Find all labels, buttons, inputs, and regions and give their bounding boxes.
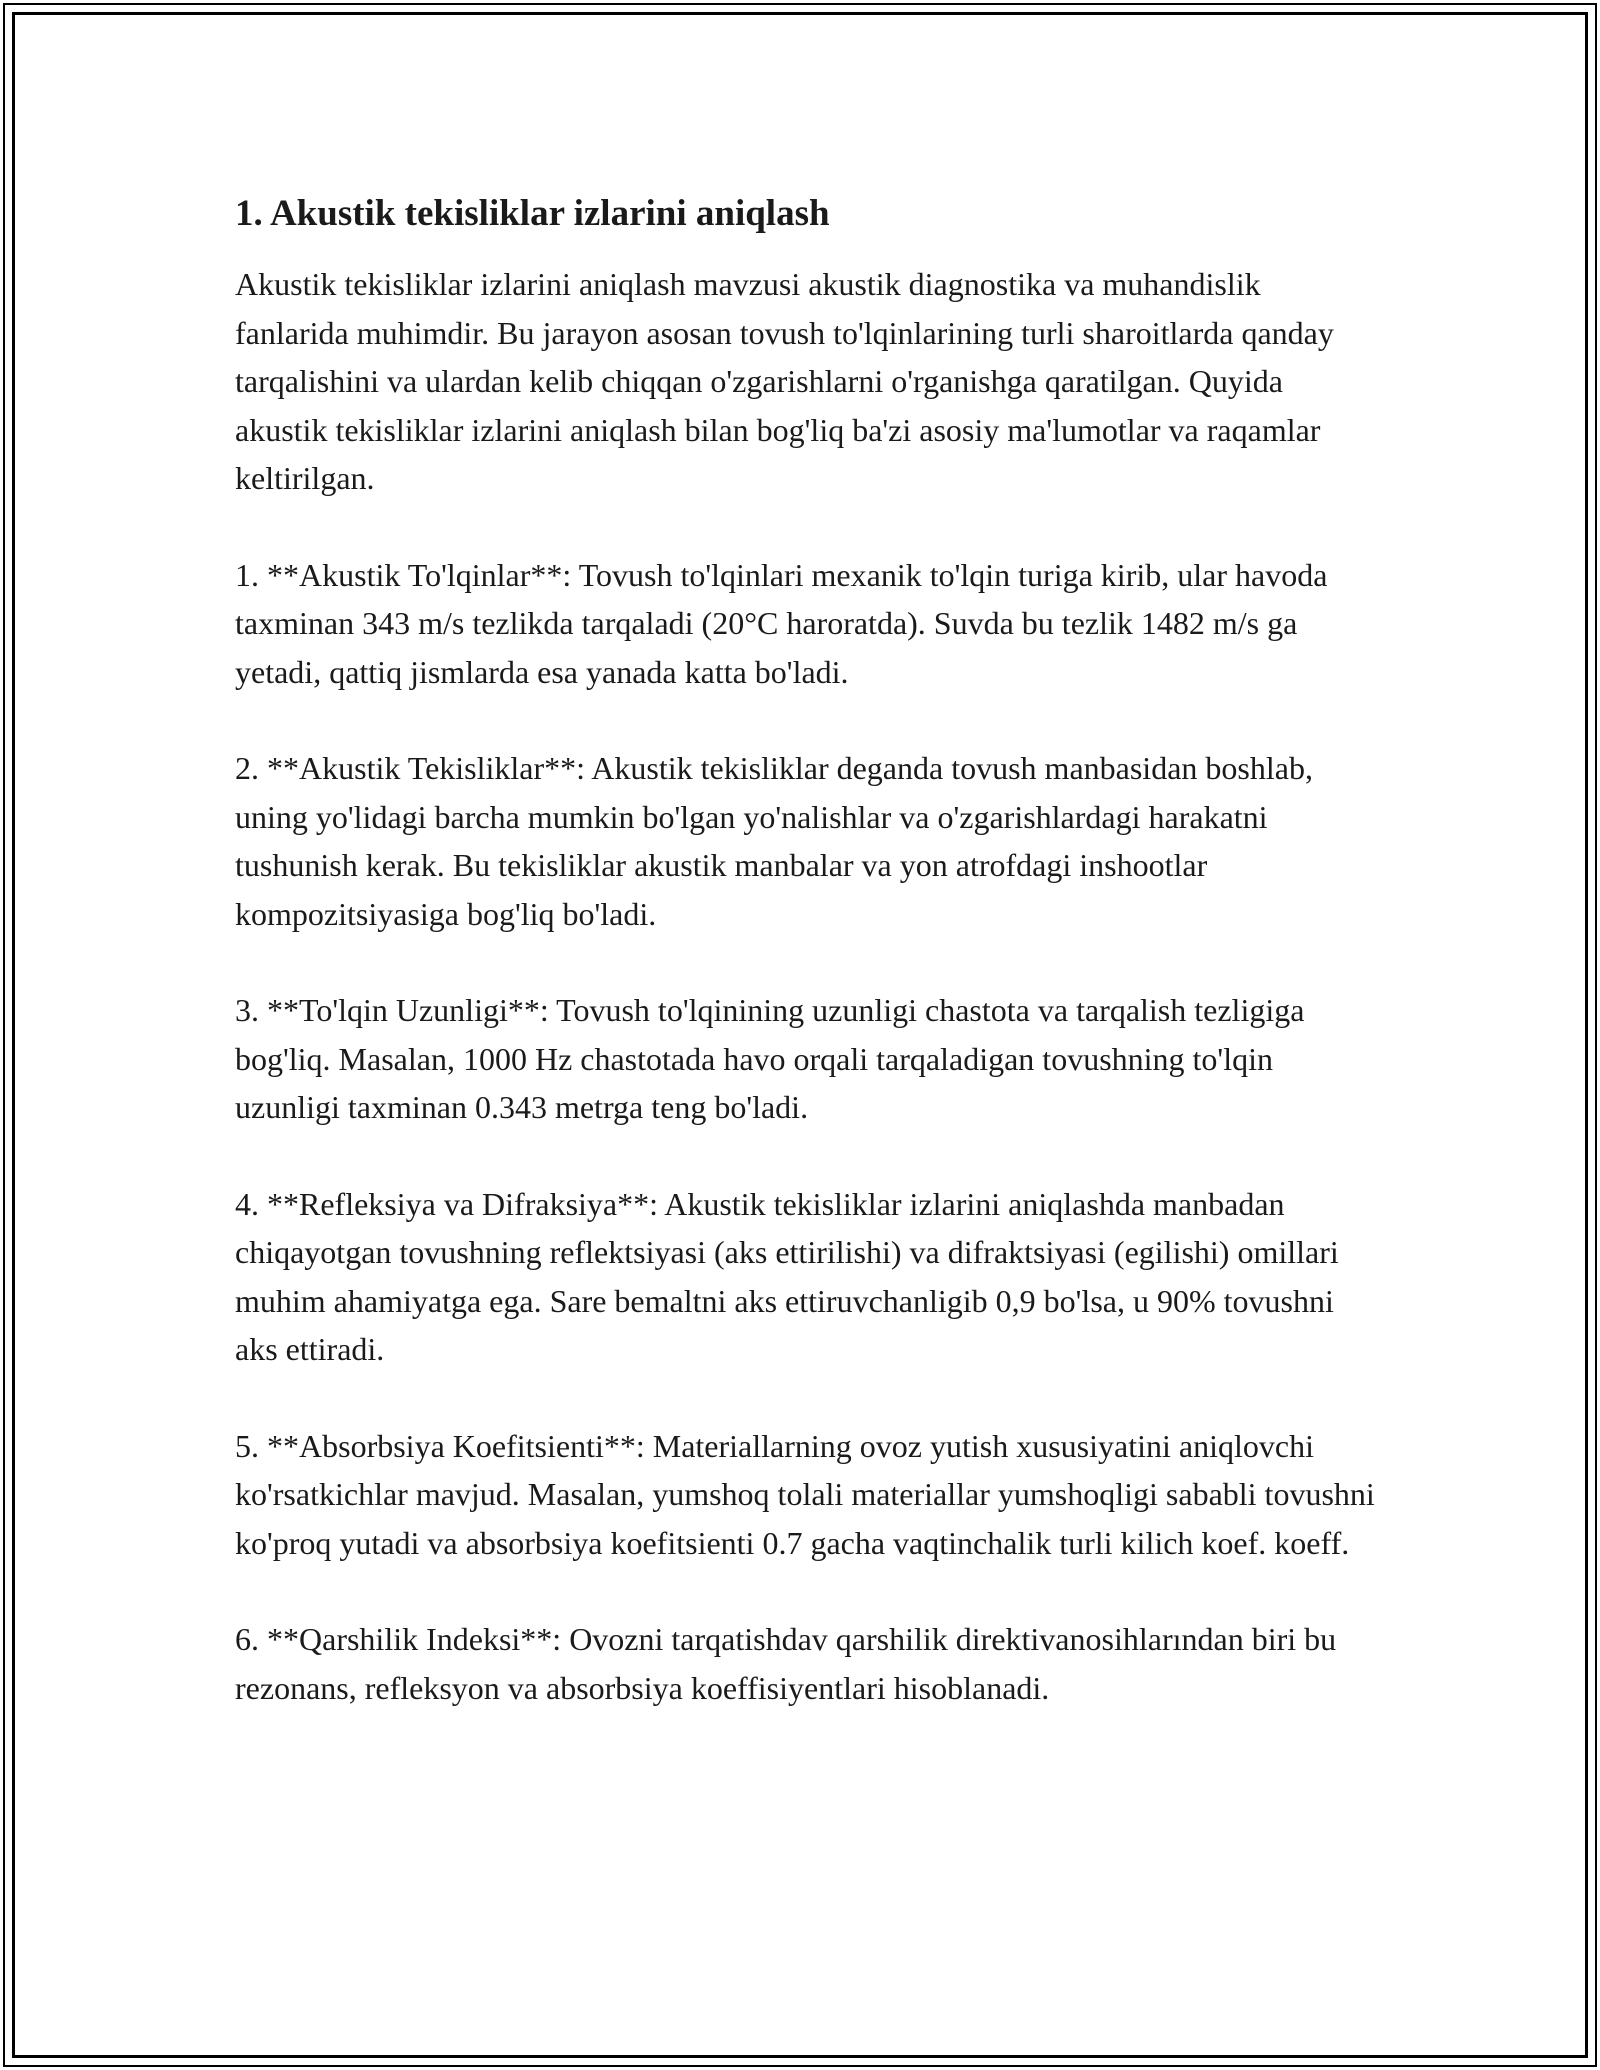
- list-item-wavelength: 3. **To'lqin Uzunligi**: Tovush to'lqinining uzunligi chastota va tarqalish tezligiga bog'liq. Masalan, 1000 Hz chastotada havo orqali tarqaladigan tovushning to'lqin uzunligi taxminan 0.343 metrga teng bo'ladi.: [235, 992, 1305, 1125]
- document-title: 1. Akustik tekisliklar izlarini aniqlash: [235, 193, 830, 234]
- list-item-acoustic-waves: 1. **Akustik To'lqinlar**: Tovush to'lqinlari mexanik to'lqin turiga kirib, ular havoda taxminan 343 m/s tezlikda tarqaladi (20°C haroratda). Suvda bu tezlik 1482 m/s ga yetadi, qattiq jismlarda esa yanada katta bo'ladi.: [235, 556, 1328, 690]
- intro-paragraph: Akustik tekisliklar izlarini aniqlash mavzusi akustik diagnostika va muhandislik fanlarida muhimdir. Bu jarayon asosan tovush to'lqinlarining turli sharoitlarda qanday tarqalishini va ulardan kelib chiqqan o'zgarishlarni o'rganishga qaratilgan. Quyida akustik tekisliklar izlarini aniqlash bilan bog'liq ba'zi asosiy ma'lumotlar va raqamlar keltirilgan.: [235, 266, 1334, 496]
- list-item-absorption-coefficient: 5. **Absorbsiya Koefitsienti**: Materiallarning ovoz yutish xususiyatini aniqlovchi ko'rsatkichlar mavjud. Masalan, yumshoq tolali materiallar yumshoqligi sababli tovushni ko'proq yutadi va absorbsiya koefitsienti 0.7 gacha vaqtinchalik turli kilich koef. koeff.: [235, 1427, 1375, 1561]
- document-body: [235, 190, 1375, 1760]
- list-item-acoustic-planes: 2. **Akustik Tekisliklar**: Akustik tekisliklar deganda tovush manbasidan boshlab, uning yo'lidagi barcha mumkin bo'lgan yo'nalishlar va o'zgarishlardagi harakatni tushunish kerak. Bu tekisliklar akustik manbalar va yon atrofdagi inshootlar kompozitsiyasiga bog'liq bo'ladi.: [235, 750, 1313, 932]
- list-item-resistance-index: 6. **Qarshilik Indeksi**: Ovozni tarqatishdav qarshilik direktivanosihlarından biri bu rezonans, refleksyon va absorbsiya koeffisiyentlari hisoblanadi.: [235, 1621, 1337, 1706]
- list-item-reflection-diffraction: 4. **Refleksiya va Difraksiya**: Akustik tekisliklar izlarini aniqlashda manbadan chiqayotgan tovushning reflektsiyasi (aks ettirilishi) va difraktsiyasi (egilishi) omillari muhim ahamiyatga ega. Sare bemaltni aks ettiruvchanligib 0,9 bo'lsa, u 90% tovushni aks ettiradi.: [235, 1185, 1339, 1367]
